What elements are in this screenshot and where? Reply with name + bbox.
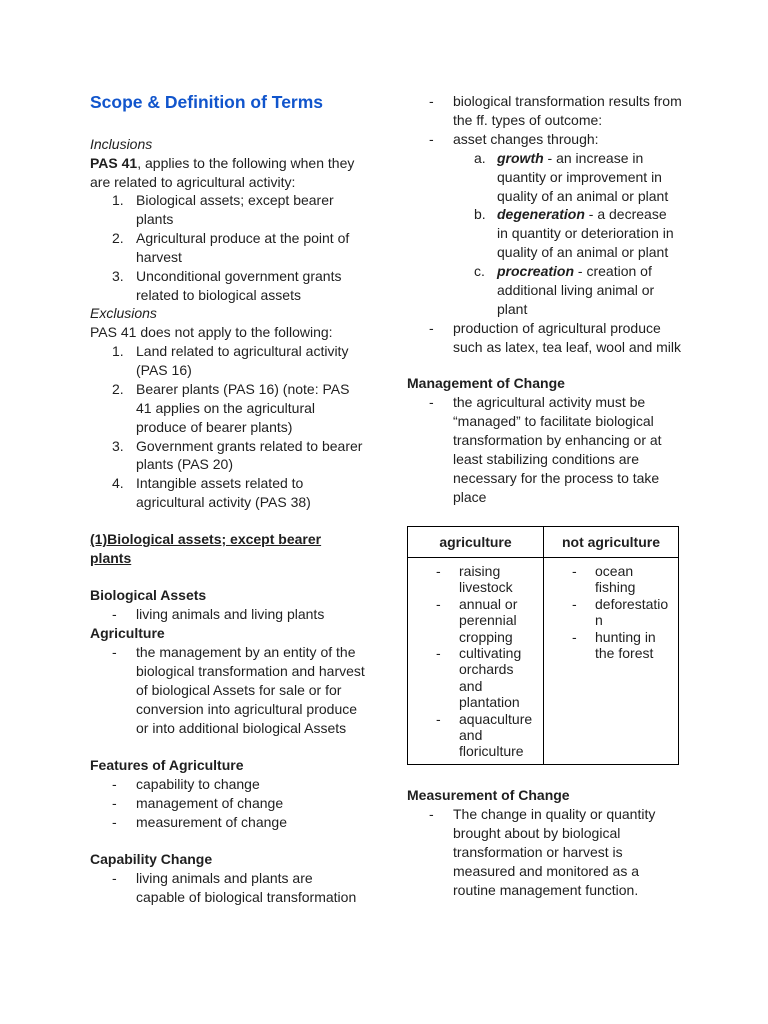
- table-header-agriculture: agriculture: [408, 527, 544, 558]
- table-cell-not-agriculture: [544, 558, 679, 765]
- list-item: - annual or perennial cropping: [436, 595, 518, 645]
- list-item: - capability to change: [112, 776, 260, 792]
- pas41-bold: PAS 41: [90, 155, 138, 171]
- agriculture-heading: Agriculture: [90, 625, 165, 641]
- list-item: 1. Biological assets; except bearer plants: [112, 192, 334, 227]
- list-item: 3. Government grants related to bearer plants (PAS 20): [112, 437, 363, 473]
- exclusions-list: [90, 342, 390, 512]
- list-item: - raising livestock: [436, 563, 513, 596]
- table-cell-agriculture: [408, 558, 544, 765]
- biological-assets-heading: Biological Assets: [90, 587, 207, 603]
- list-item: - hunting in the forest: [572, 628, 656, 662]
- page-title: Scope & Definition of Terms: [90, 92, 324, 112]
- list-item: - The change in quality or quantity brought about by biological transformation or harvest is measured and monitored as a routine management function.: [429, 806, 656, 898]
- capability-heading: Capability Change: [90, 851, 213, 867]
- list-item: 2. Agricultural produce at the point of harvest: [112, 229, 350, 265]
- biological-assets-list: [90, 605, 390, 624]
- list-item: - ocean fishing: [572, 563, 636, 596]
- pas41-intro: [90, 154, 390, 192]
- measurement-heading: Measurement of Change: [407, 787, 570, 803]
- inclusions-list: [90, 191, 390, 304]
- outcome-item-degeneration: b. degeneration - a decrease in quantity or deterioration in quality of an animal or plant: [474, 206, 674, 261]
- capability-list: [90, 869, 390, 907]
- management-heading: Management of Change: [407, 375, 565, 391]
- list-item: - the agricultural activity must be “managed” to facilitate biological transformation by enhancing or at least stabilizing conditions are necessary for the process to take place: [429, 394, 662, 505]
- list-item: - the management by an entity of the biological transformation and harvest of biological Assets for sale or for conversion into agricultural produce or into additional biological Assets: [112, 644, 365, 736]
- list-item: - cultivating orchards and plantation: [436, 645, 522, 711]
- list-item: 4. Intangible assets related to agricultural activity (PAS 38): [112, 475, 311, 511]
- management-list: [407, 393, 697, 506]
- list-item: 2. Bearer plants (PAS 16) (note: PAS 41 applies on the agricultural produce of bearer plants): [112, 380, 350, 435]
- exclusions-label: Exclusions: [90, 305, 157, 321]
- measurement-list: [407, 805, 697, 900]
- agriculture-definition: [90, 643, 390, 738]
- list-item: - measurement of change: [112, 813, 287, 830]
- pas41-rest: , applies to the following when they: [137, 155, 355, 171]
- features-list: [90, 775, 390, 832]
- inclusions-label: Inclusions: [90, 136, 153, 152]
- pas41-line2: are related to agricultural activity:: [90, 173, 296, 190]
- outcome-bullets: [407, 92, 697, 357]
- list-item: - aquaculture and floriculture: [436, 710, 533, 760]
- list-item: - production of agricultural produce such as latex, tea leaf, wool and milk: [429, 319, 682, 355]
- list-item: 1. Land related to agricultural activity (PAS 16): [112, 343, 349, 378]
- list-item: 3. Unconditional government grants related to biological assets: [112, 267, 342, 303]
- list-item: - biological transformation results from the ff. types of outcome:: [429, 93, 682, 128]
- table-header-not-agriculture: not agriculture: [544, 527, 679, 558]
- list-item: - living animals and living plants: [112, 606, 325, 622]
- exclusions-intro: PAS 41 does not apply to the following:: [90, 324, 333, 340]
- section-heading-biological-assets: (1)Biological assets; except bearer plants: [90, 531, 322, 566]
- list-item: - management of change: [112, 794, 284, 811]
- features-heading: Features of Agriculture: [90, 757, 244, 773]
- list-item: - living animals and plants are capable of biological transformation: [112, 870, 357, 905]
- outcome-item-procreation: c. procreation - creation of additional living animal or plant: [474, 263, 655, 317]
- outcome-item-growth: a. growth - an increase in quantity or improvement in quality of an animal or plant: [474, 149, 669, 204]
- list-item: - asset changes through:: [429, 130, 599, 147]
- agriculture-comparison-table: [407, 526, 679, 765]
- list-item: - deforestatio n: [572, 595, 669, 629]
